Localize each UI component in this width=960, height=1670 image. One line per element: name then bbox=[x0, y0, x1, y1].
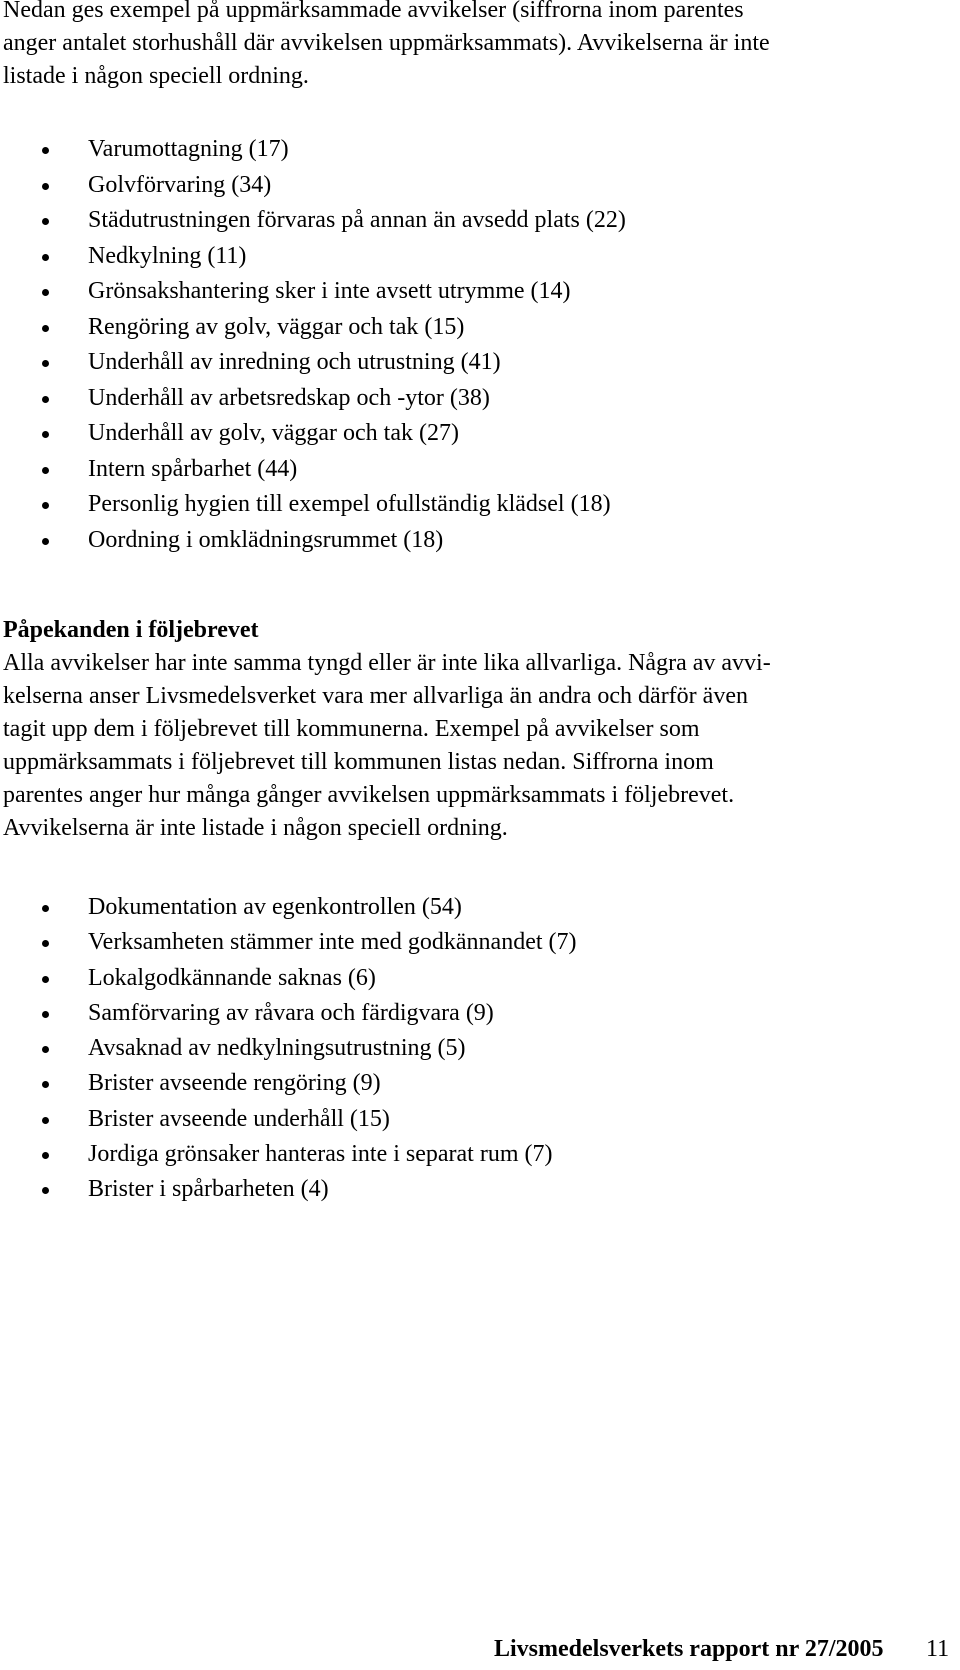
bullet-icon bbox=[42, 147, 49, 154]
list-item-text: Brister i spårbarheten (4) bbox=[88, 1176, 329, 1203]
list-item bbox=[0, 523, 940, 559]
list-item bbox=[0, 345, 940, 381]
list-item-text: Oordning i omklädningsrummet (18) bbox=[88, 526, 444, 553]
list-item bbox=[0, 925, 940, 960]
bullet-icon bbox=[42, 976, 49, 983]
bullet-icon bbox=[42, 431, 49, 438]
section-line: uppmärksammats i följebrevet till kommunen listas nedan. Siffrorna inom bbox=[3, 749, 714, 775]
intro-line: anger antalet storhushåll där avvikelsen uppmärksammats). Avvikelserna är inte bbox=[3, 30, 770, 56]
list-item bbox=[0, 239, 940, 275]
bullet-icon bbox=[42, 1152, 49, 1159]
section-line: parentes anger hur många gånger avvikelsen uppmärksammats i följebrevet. bbox=[3, 782, 735, 808]
list-item bbox=[0, 1102, 940, 1137]
bullet-icon bbox=[42, 538, 49, 545]
bullet-icon bbox=[42, 1117, 49, 1124]
list-item-text: Jordiga grönsaker hanteras inte i separat rum (7) bbox=[88, 1141, 553, 1168]
deviation-list bbox=[0, 132, 940, 558]
list-item-text: Samförvaring av råvara och färdigvara (9) bbox=[88, 999, 494, 1026]
list-item-text: Underhåll av inredning och utrustning (41) bbox=[88, 349, 501, 375]
bullet-icon bbox=[42, 360, 49, 367]
list-item-text: Underhåll av arbetsredskap och -ytor (38) bbox=[88, 384, 490, 411]
intro-paragraph bbox=[3, 0, 923, 93]
list-item-text: Avsaknad av nedkylningsutrustning (5) bbox=[88, 1035, 466, 1062]
bullet-icon bbox=[42, 905, 49, 912]
list-item-text: Städutrustningen förvaras på annan än avsedd plats (22) bbox=[88, 207, 626, 233]
bullet-icon bbox=[42, 467, 49, 474]
letter-deviation-list bbox=[0, 890, 940, 1208]
list-item bbox=[0, 381, 940, 417]
section-paragraph bbox=[3, 647, 923, 845]
list-item-text: Brister avseende rengöring (9) bbox=[88, 1070, 381, 1097]
list-item-text: Underhåll av golv, väggar och tak (27) bbox=[88, 420, 459, 446]
bullet-icon bbox=[42, 1011, 49, 1018]
section-heading: Påpekanden i följebrevet bbox=[3, 617, 259, 643]
bullet-icon bbox=[42, 183, 49, 190]
bullet-icon bbox=[42, 218, 49, 225]
bullet-icon bbox=[42, 325, 49, 332]
list-item bbox=[0, 310, 940, 346]
section-line: Alla avvikelser har inte samma tyngd eller är inte lika allvarliga. Några av avvi- bbox=[3, 650, 771, 676]
list-item bbox=[0, 416, 940, 452]
page-number: 11 bbox=[926, 1636, 950, 1662]
list-item-text: Verksamheten stämmer inte med godkännandet (7) bbox=[88, 929, 577, 956]
list-item-text: Nedkylning (11) bbox=[88, 242, 247, 269]
list-item-text: Grönsakshantering sker i inte avsett utrymme (14) bbox=[88, 278, 571, 304]
list-item bbox=[0, 996, 940, 1031]
bullet-icon bbox=[42, 396, 49, 403]
bullet-icon bbox=[42, 289, 49, 296]
bullet-icon bbox=[42, 1046, 49, 1053]
section-line: kelserna anser Livsmedelsverket vara mer allvarliga än andra och därför även bbox=[3, 683, 748, 709]
intro-line: listade i någon speciell ordning. bbox=[3, 63, 309, 89]
list-item bbox=[0, 961, 940, 996]
list-item bbox=[0, 487, 940, 523]
list-item bbox=[0, 1137, 940, 1172]
bullet-icon bbox=[42, 1081, 49, 1088]
list-item bbox=[0, 1066, 940, 1101]
list-item bbox=[0, 168, 940, 204]
list-item bbox=[0, 203, 940, 239]
intro-line: Nedan ges exempel på uppmärksammade avvikelser (siffrorna inom parentes bbox=[3, 0, 744, 23]
section-line: tagit upp dem i följebrevet till kommunerna. Exempel på avvikelser som bbox=[3, 716, 700, 742]
list-item-text: Golvförvaring (34) bbox=[88, 171, 272, 198]
list-item bbox=[0, 452, 940, 488]
list-item-text: Intern spårbarhet (44) bbox=[88, 455, 298, 482]
list-item bbox=[0, 274, 940, 310]
bullet-icon bbox=[42, 940, 49, 947]
list-item-text: Personlig hygien till exempel ofullständig klädsel (18) bbox=[88, 491, 611, 517]
bullet-icon bbox=[42, 254, 49, 261]
list-item-text: Brister avseende underhåll (15) bbox=[88, 1105, 390, 1132]
list-item-text: Rengöring av golv, väggar och tak (15) bbox=[88, 313, 465, 340]
list-item bbox=[0, 132, 940, 168]
bullet-icon bbox=[42, 502, 49, 509]
list-item-text: Varumottagning (17) bbox=[88, 136, 289, 162]
list-item bbox=[0, 1172, 940, 1207]
list-item bbox=[0, 890, 940, 925]
list-item bbox=[0, 1031, 940, 1066]
list-item-text: Lokalgodkännande saknas (6) bbox=[88, 964, 376, 991]
list-item-text: Dokumentation av egenkontrollen (54) bbox=[88, 894, 462, 920]
footer-report-title: Livsmedelsverkets rapport nr 27/2005 bbox=[494, 1636, 884, 1662]
bullet-icon bbox=[42, 1187, 49, 1194]
section-line: Avvikelserna är inte listade i någon speciell ordning. bbox=[3, 815, 508, 841]
